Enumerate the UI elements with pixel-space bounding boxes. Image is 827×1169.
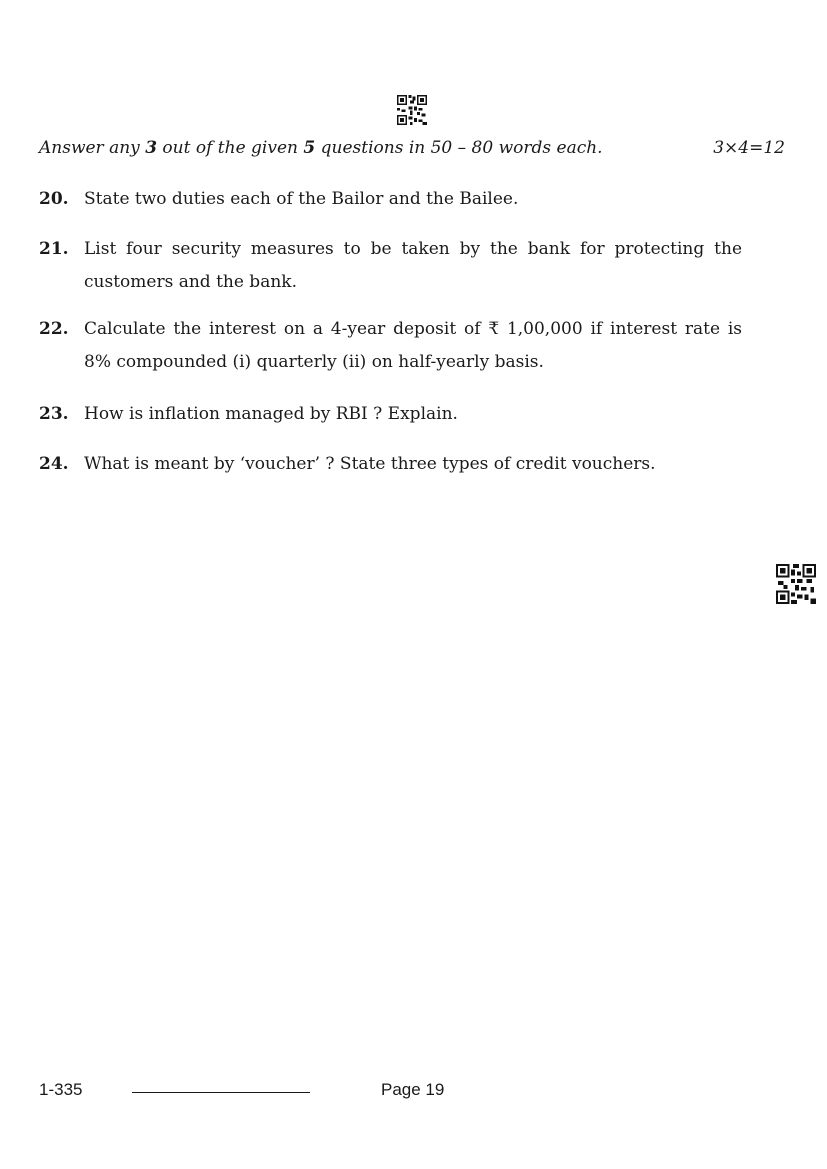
question-number: 21. [39, 239, 69, 259]
question-number: 23. [39, 404, 69, 424]
qr-code-icon [776, 564, 816, 604]
question-number: 20. [39, 189, 69, 209]
question-number: 22. [39, 319, 69, 339]
paper-code: 1-335 [39, 1080, 83, 1099]
question-text: State two duties each of the Bailor and the Bailee. [84, 189, 519, 209]
section-instructions [39, 137, 785, 159]
question-text: What is meant by ‘voucher’ ? State three types of credit vouchers. [84, 454, 656, 474]
question-text: List four security measures to be taken by the bank for protecting the customers and the bank. [84, 239, 742, 292]
qr-code-icon [397, 95, 427, 125]
page-number: Page 19 [381, 1080, 445, 1099]
footer-divider [132, 1092, 310, 1093]
question-number: 24. [39, 454, 69, 474]
question-text: Calculate the interest on a 4-year deposit of ₹ 1,00,000 if interest rate is 8% compounded (i) quarterly (ii) on half-yearly basis. [84, 319, 742, 372]
question-text: How is inflation managed by RBI ? Explain. [84, 404, 458, 424]
instructions-text: Answer any 3 out of the given 5 questions in 50 – 80 words each. [39, 138, 603, 158]
page-footer [0, 1080, 827, 1104]
section-marks: 3×4=12 [713, 138, 785, 158]
